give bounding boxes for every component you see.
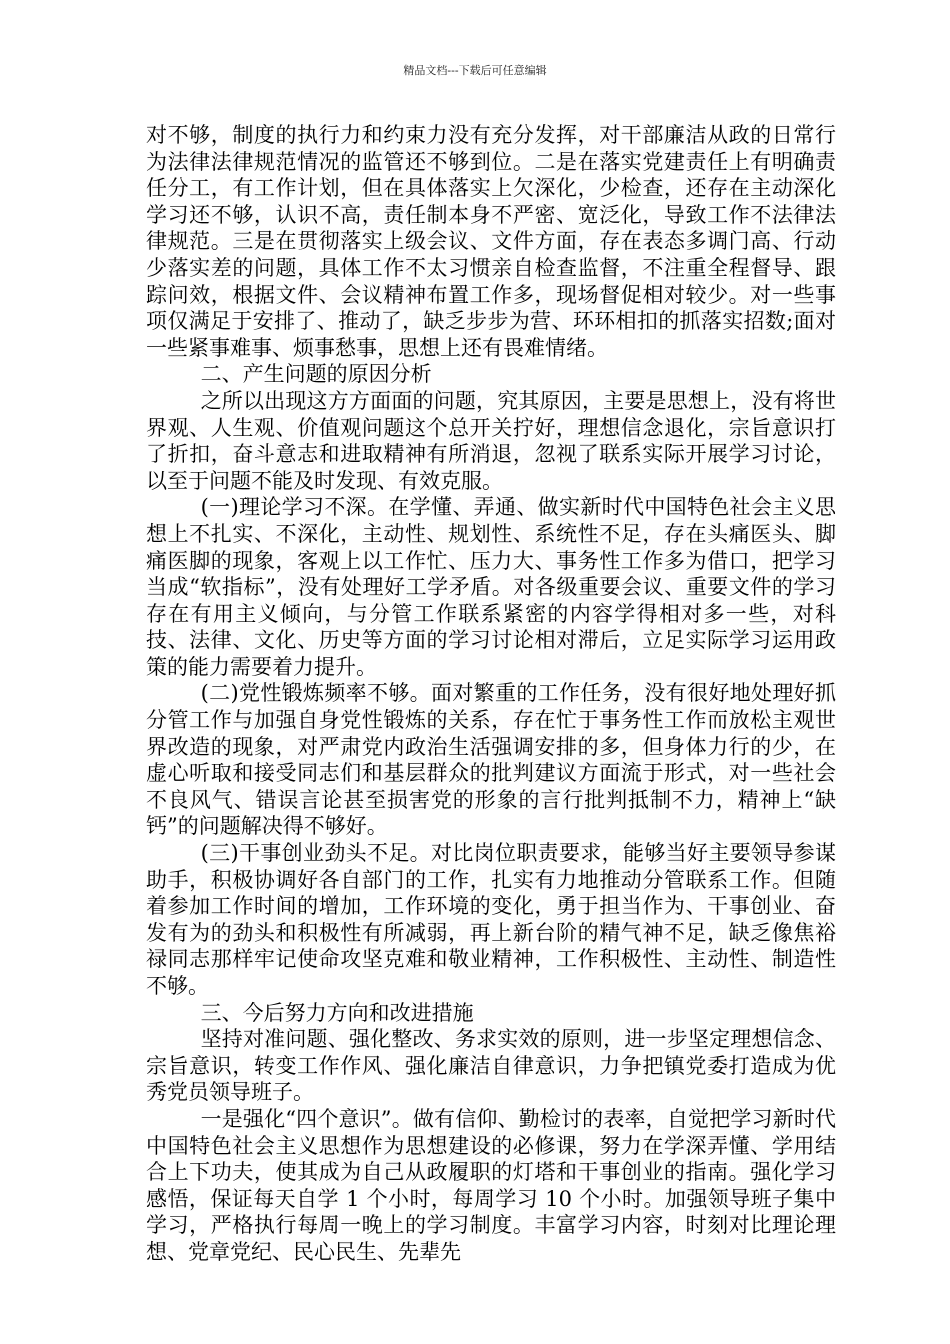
paragraph-theory-study: (一)理论学习不深。在学懂、弄通、做实新时代中国特色社会主义思想上不扎实、不深化，主动性、规划性、系统性不足，存在头痛医头、脚痛医脚的现象，客观上以工作忙、压力大、事务性工作多为借口，把学习当成“软指标”，没有处理好工学矛盾。对各级重要会议、重要文件的学习存在有用主义倾向，与分管工作联系紧密的内容学得相对多一些，对科技、法律、文化、历史等方面的学习讨论相对滞后，立足实际学习运用政策的能力需要着力提升。	[146, 495, 836, 679]
paragraph-four-consciousness: 一是强化“四个意识”。做有信仰、勤检讨的表率，自觉把学习新时代中国特色社会主义思想作为思想建设的必修课，努力在学深弄懂、学用结合上下功夫，使其成为自己从政履职的灯塔和干事创业的指南。强化学习感悟，保证每天自学 1 个小时，每周学习 10 个小时。加强领导班子集中学习，严格执行每周一晚上的学习制度。丰富学习内容，时刻对比理论理想、党章党纪、民心民生、先辈先	[146, 1106, 836, 1264]
section-heading-causes: 二、产生问题的原因分析	[200, 362, 432, 387]
paragraph-continuation: 对不够，制度的执行力和约束力没有充分发挥，对干部廉洁从政的日常行为法律法律规范情况的监管还不够到位。二是在落实党建责任上有明确责任分工，有工作计划，但在具体落实上欠深化，少检查，还存在主动深化学习还不够，认识不高，责任制本身不严密、宽泛化，导致工作不法律法律规范。三是在贯彻落实上级会议、文件方面，存在表态多调门高、行动少落实差的问题，具体工作不太习惯亲自检查监督，不注重全程督导、跟踪问效，根据文件、会议精神布置工作多，现场督促相对较少。对一些事项仅满足于安排了、推动了，缺乏步步为营、环环相扣的抓落实招数;面对一些紧事难事、烦事愁事，思想上还有畏难情绪。	[146, 123, 836, 360]
paragraph-work-drive: (三)干事创业劲头不足。对比岗位职责要求，能够当好主要领导参谋助手，积极协调好各自部门的工作，扎实有力地推动分管联系工作。但随着参加工作时间的增加，工作环境的变化，勇于担当作为、干事创业、奋发有为的劲头和积极性有所减弱，再上新台阶的精气神不足，缺乏像焦裕禄同志那样牢记使命攻坚克难和敬业精神，工作积极性、主动性、制造性不够。	[146, 841, 836, 998]
page-header: 精品文档---下载后可任意编辑	[403, 64, 547, 77]
document-body	[146, 122, 836, 1266]
paragraph-causes-intro: 之所以出现这方方面面的问题，究其原因，主要是思想上，没有将世界观、人生观、价值观问题这个总开关拧好，理想信念退化，宗旨意识打了折扣，奋斗意志和进取精神有所消退，忽视了联系实际开展学习讨论，以至于问题不能及时发现、有效克服。	[146, 388, 836, 493]
section-heading-measures: 三、今后努力方向和改进措施	[200, 1000, 474, 1025]
paragraph-party-spirit: (二)党性锻炼频率不够。面对繁重的工作任务，没有很好地处理好抓分管工作与加强自身党性锻炼的关系，存在忙于事务性工作而放松主观世界改造的现象，对严肃党内政治生活强调安排的多，但身体力行的少，在虚心听取和接受同志们和基层群众的批判建议方面流于形式，对一些社会不良风气、错误言论甚至损害党的形象的言行批判抵制不力，精神上“缺钙”的问题解决得不够好。	[146, 681, 836, 839]
paragraph-measures-intro: 坚持对准问题、强化整改、务求实效的原则，进一步坚定理想信念、宗旨意识，转变工作作风、强化廉洁自律意识，力争把镇党委打造成为优秀党员领导班子。	[146, 1027, 836, 1105]
